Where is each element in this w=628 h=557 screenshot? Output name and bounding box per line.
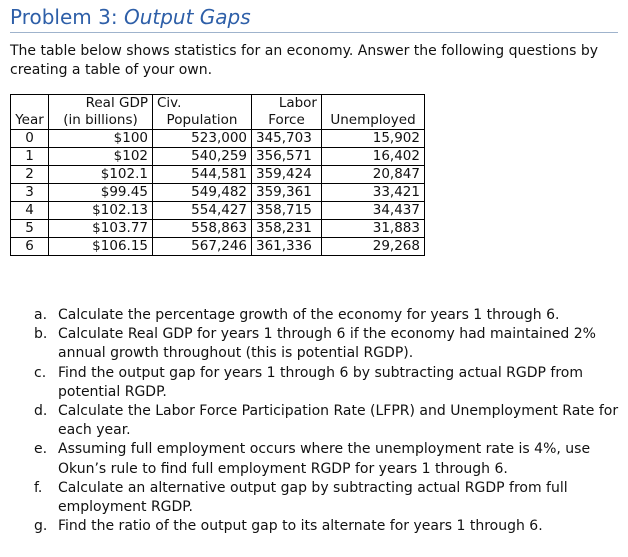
cell-year: 0 bbox=[11, 130, 49, 148]
table-row bbox=[11, 220, 425, 238]
table-row bbox=[11, 130, 425, 148]
question-label: a. bbox=[34, 307, 48, 323]
question-text: Calculate an alternative output gap by subtracting actual RGDP from full employment RGDP. bbox=[58, 479, 568, 516]
problem-title-subtitle: Output Gaps bbox=[123, 5, 251, 29]
intro-paragraph: The table below shows statistics for an economy. Answer the following questions by creating a table of your own. bbox=[10, 43, 599, 78]
header-unemployed: Unemployed bbox=[322, 112, 425, 130]
question-label: g. bbox=[34, 518, 48, 535]
cell-unemployed: 15,902 bbox=[322, 130, 425, 148]
question-label: b. bbox=[34, 326, 48, 343]
header-population: Population bbox=[153, 112, 252, 130]
cell-labor-force: 345,703 bbox=[252, 130, 322, 148]
cell-real-gdp: $100 bbox=[49, 130, 153, 148]
table-header-row-bottom bbox=[11, 112, 425, 130]
header-force: Force bbox=[252, 112, 322, 130]
cell-real-gdp: $106.15 bbox=[49, 238, 153, 256]
cell-labor-force: 361,336 bbox=[252, 238, 322, 256]
cell-unemployed: 33,421 bbox=[322, 184, 425, 202]
cell-population: 558,863 bbox=[153, 220, 252, 238]
question-label: f. bbox=[34, 479, 43, 496]
question-label: c. bbox=[34, 364, 47, 381]
table-row bbox=[11, 184, 425, 202]
question-item-d bbox=[34, 402, 624, 440]
question-text: Find the ratio of the output gap to its alternate for years 1 through 6. bbox=[58, 518, 543, 535]
cell-year: 6 bbox=[11, 238, 49, 256]
table-header-row-top bbox=[11, 95, 425, 113]
cell-real-gdp: $102.13 bbox=[49, 202, 153, 220]
question-text: Calculate the percentage growth of the economy for years 1 through 6. bbox=[58, 307, 560, 323]
economy-statistics-table bbox=[10, 94, 425, 256]
question-item-e bbox=[34, 440, 624, 478]
header-top-unemployed bbox=[322, 95, 425, 113]
table-row bbox=[11, 148, 425, 166]
header-top-year bbox=[11, 95, 49, 113]
header-top-labor: Labor bbox=[252, 95, 322, 113]
cell-unemployed: 34,437 bbox=[322, 202, 425, 220]
header-in-billions: (in billions) bbox=[49, 112, 153, 130]
question-item-c bbox=[34, 364, 624, 402]
question-item-a bbox=[34, 306, 624, 325]
cell-labor-force: 356,571 bbox=[252, 148, 322, 166]
cell-population: 523,000 bbox=[153, 130, 252, 148]
cell-real-gdp: $103.77 bbox=[49, 220, 153, 238]
question-label: e. bbox=[34, 441, 48, 458]
question-text: Assuming full employment occurs where the unemployment rate is 4%, use Okun’s rule to find full employment RGDP for years 1 through 6. bbox=[58, 441, 591, 477]
cell-unemployed: 29,268 bbox=[322, 238, 425, 256]
cell-population: 567,246 bbox=[153, 238, 252, 256]
table-row bbox=[11, 166, 425, 184]
cell-real-gdp: $99.45 bbox=[49, 184, 153, 202]
cell-unemployed: 31,883 bbox=[322, 220, 425, 238]
cell-population: 554,427 bbox=[153, 202, 252, 220]
cell-labor-force: 359,424 bbox=[252, 166, 322, 184]
table-row bbox=[11, 202, 425, 220]
cell-population: 544,581 bbox=[153, 166, 252, 184]
cell-labor-force: 359,361 bbox=[252, 184, 322, 202]
cell-population: 540,259 bbox=[153, 148, 252, 166]
question-text: Calculate Real GDP for years 1 through 6 if the economy had maintained 2% annual growth throughout (this is potential RGDP). bbox=[58, 326, 596, 362]
table-row bbox=[11, 238, 425, 256]
cell-year: 4 bbox=[11, 202, 49, 220]
cell-unemployed: 16,402 bbox=[322, 148, 425, 166]
question-item-b bbox=[34, 325, 624, 363]
cell-year: 3 bbox=[11, 184, 49, 202]
cell-labor-force: 358,231 bbox=[252, 220, 322, 238]
question-label: d. bbox=[34, 403, 48, 420]
header-year: Year bbox=[11, 112, 49, 130]
cell-unemployed: 20,847 bbox=[322, 166, 425, 184]
question-text: Find the output gap for years 1 through 6 by subtracting actual RGDP from potential RGDP. bbox=[58, 364, 584, 400]
problem-title bbox=[10, 5, 618, 33]
question-text: Calculate the Labor Force Participation Rate (LFPR) and Unemployment Rate for each year. bbox=[58, 403, 619, 439]
cell-year: 2 bbox=[11, 166, 49, 184]
cell-real-gdp: $102 bbox=[49, 148, 153, 166]
cell-labor-force: 358,715 bbox=[252, 202, 322, 220]
header-top-real-gdp: Real GDP bbox=[49, 95, 153, 113]
cell-population: 549,482 bbox=[153, 184, 252, 202]
problem-title-prefix: Problem 3: bbox=[10, 5, 124, 29]
cell-real-gdp: $102.1 bbox=[49, 166, 153, 184]
cell-year: 5 bbox=[11, 220, 49, 238]
header-top-civ: Civ. bbox=[153, 95, 252, 113]
question-list bbox=[34, 306, 624, 536]
cell-year: 1 bbox=[11, 148, 49, 166]
question-item-f bbox=[34, 479, 624, 517]
question-item-g bbox=[34, 517, 624, 536]
